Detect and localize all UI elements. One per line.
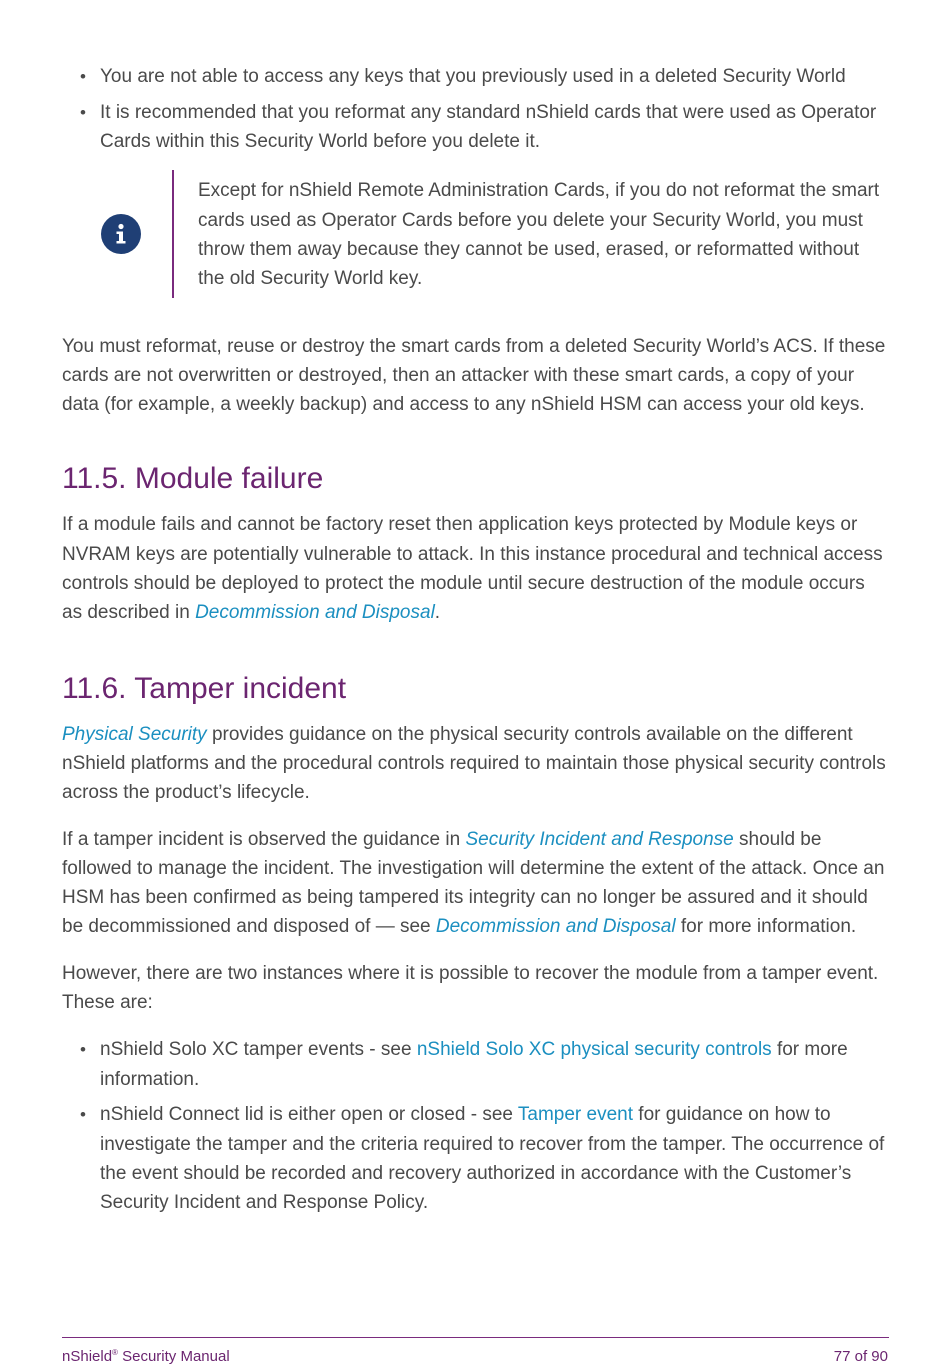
note-text: Except for nShield Remote Administration Cards, if you do not reformat the smart cards used as Operator Cards before you delete your Security World, you must throw them away because they cannot be used, erased, or reformatted without the old Security World key. bbox=[198, 180, 880, 290]
recovery-bullet-list bbox=[62, 1035, 888, 1217]
list-item: • nShield Connect lid is either open or closed - see Tamper event for guidance on how to investigate the tamper and the criteria required to recover from the tamper. The occurrence of the event should be recorded and recovery authorized in accordance with the Customer’s Security Incident and Response Policy. bbox=[62, 1100, 888, 1217]
recovery-intro-paragraph: However, there are two instances where it is possible to recover the module from a tamper event. These are: bbox=[62, 962, 879, 1014]
section-heading-tamper-incident: 11.6. Tamper incident bbox=[62, 671, 347, 705]
security-incident-link[interactable]: Security Incident and Response bbox=[465, 828, 734, 850]
tamper-event-link[interactable]: Tamper event bbox=[517, 1104, 634, 1126]
module-failure-paragraph: If a module fails and cannot be factory reset then application keys protected by Module keys or NVRAM keys are potentially vulnerable to attack. In this instance procedural and technical access controls should be deployed to protect the module until secure destruction of the module occurs as described in Decommission and Disposal. bbox=[62, 514, 883, 624]
page-content bbox=[62, 62, 888, 1224]
info-icon bbox=[101, 214, 141, 254]
section-heading-module-failure: 11.5. Module failure bbox=[62, 462, 324, 496]
solo-xc-controls-link[interactable]: nShield Solo XC physical security controls bbox=[416, 1039, 772, 1061]
physical-security-paragraph: Physical Security provides guidance on the physical security controls available on the different nShield platforms and the procedural controls required to maintain those physical security controls across the product’s lifecycle. bbox=[62, 723, 886, 804]
list-item: • It is recommended that you reformat any standard nShield cards that were used as Operator Cards within this Security World before you delete it. bbox=[62, 98, 888, 157]
intro-bullet-list bbox=[62, 62, 888, 156]
footer-divider bbox=[62, 1337, 889, 1338]
list-item: • You are not able to access any keys that you previously used in a deleted Security World bbox=[62, 62, 888, 91]
footer-document-title: nShield® Security Manual bbox=[62, 1348, 230, 1365]
info-note bbox=[62, 170, 888, 297]
decommission-link[interactable]: Decommission and Disposal bbox=[195, 602, 435, 624]
physical-security-link[interactable]: Physical Security bbox=[62, 723, 207, 745]
reformat-paragraph: You must reformat, reuse or destroy the smart cards from a deleted Security World’s ACS. If these cards are not overwritten or destroyed, then an attacker with these smart cards, a copy of your data (for example, a weekly backup) and access to any nShield HSM can access your old keys. bbox=[62, 335, 886, 416]
decommission-link[interactable]: Decommission and Disposal bbox=[435, 916, 676, 938]
tamper-guidance-paragraph: If a tamper incident is observed the guidance in Security Incident and Response should be followed to manage the incident. The investigation will determine the extent of the attack. Once an HSM has been confirmed as being tampered its integrity can no longer be assured and it should be decommissioned and disposed of — see Decommission and Disposal for more information. bbox=[62, 828, 885, 938]
list-item: • nShield Solo XC tamper events - see nShield Solo XC physical security controls for more information. bbox=[62, 1035, 888, 1094]
footer-page-number: 77 of 90 bbox=[833, 1348, 888, 1365]
note-divider bbox=[172, 170, 174, 297]
